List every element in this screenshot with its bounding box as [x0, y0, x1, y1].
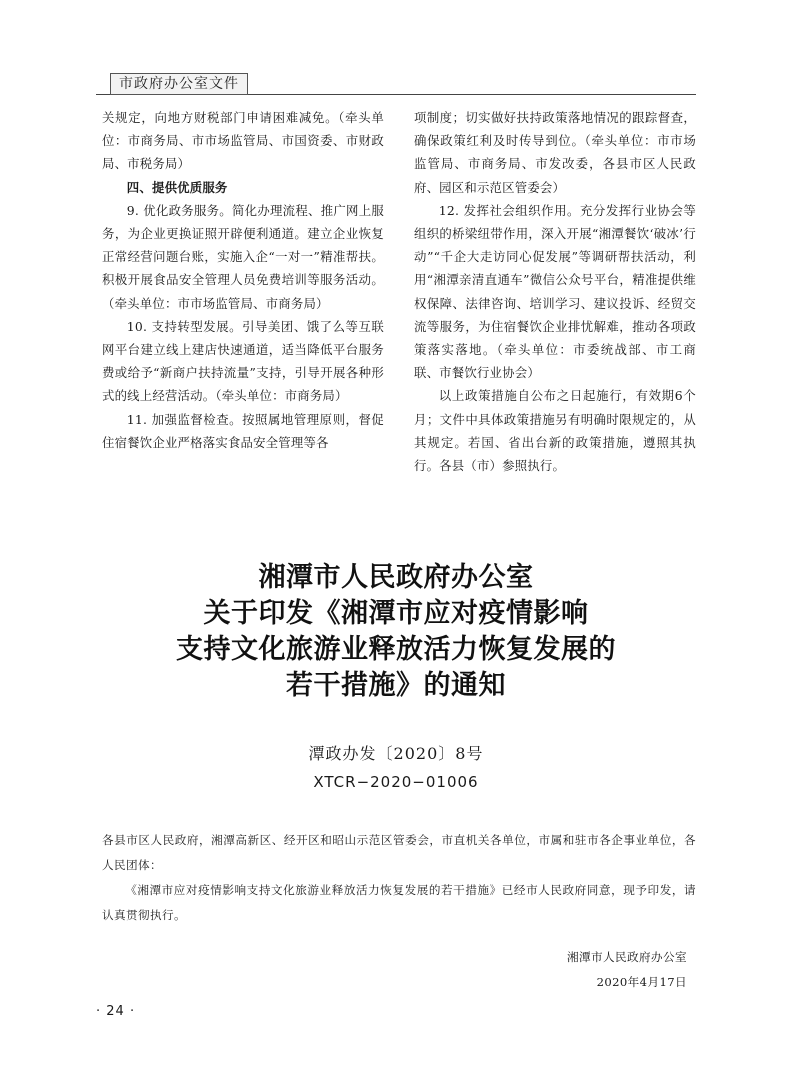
paragraph: 12. 发挥社会组织作用。充分发挥行业协会等组织的桥梁纽带作用，深入开展“湘潭餐饮‘破冰’行动”“千企大走访同心促发展”等调研帮扶活动，利用“湘潭亲清直通车”微信公众号平台，精准提供维权保障、法律咨询、培训学习、建议投诉、经贸交流等服务，为住宿餐饮企业排忧解难，推动各项政策落实落地。（牵头单位：市委统战部、市工商联、市餐饮行业协会） — [414, 202, 696, 381]
notice-body — [102, 828, 696, 928]
paragraph: 以上政策措施自公布之日起施行，有效期6个月；文件中具体政策措施另有明确时限规定的，从其规定。若国、省出台新的政策措施，遵照其执行。各县（市）参照执行。 — [414, 388, 696, 474]
addressees: 各县市区人民政府，湘潭高新区、经开区和昭山示范区管委会，市直机关各单位，市属和驻市各企事业单位，各人民团体： — [102, 833, 696, 872]
signature-block — [567, 945, 687, 995]
page-number: · 24 · — [96, 1004, 136, 1019]
right-column — [414, 106, 696, 477]
title-line: 支持文化旅游业释放活力恢复发展的 — [176, 634, 616, 665]
left-column — [102, 106, 384, 454]
title-line: 若干措施》的通知 — [286, 670, 506, 701]
paragraph: 10. 支持转型发展。引导美团、饿了么等互联网平台建立线上建店快速通道，适当降低平台服务费或给予“新商户扶持流量”支持，引导开展各种形式的线上经营活动。（牵头单位：市商务局） — [102, 318, 384, 404]
paragraph: 9. 优化政务服务。简化办理流程、推广网上服务，为企业更换证照开辟便利通道。建立企业恢复正常经营问题台账，实施入企“一对一”精准帮扶。积极开展食品安全管理人员免费培训等服务活动。（牵头单位：市市场监管局、市商务局） — [102, 202, 384, 311]
issue-date: 2020年4月17日 — [596, 975, 687, 989]
document-code: XTCR−2020−01006 — [313, 773, 479, 791]
issuing-org: 湘潭市人民政府办公室 — [567, 950, 687, 964]
document-number: 潭政办发〔2020〕8号 — [308, 744, 484, 763]
running-header — [96, 70, 696, 95]
paragraph: 11. 加强监督检查。按照属地管理原则，督促住宿餐饮企业严格落实食品安全管理等各 — [102, 411, 384, 450]
paragraph: 关规定，向地方财税部门申请困难减免。（牵头单位：市商务局、市市场监管局、市国资委、市财政局、市税务局） — [102, 110, 384, 172]
section-heading: 四、提供优质服务 — [126, 179, 228, 195]
title-line: 湘潭市人民政府办公室 — [258, 562, 534, 593]
notice-text: 《湘潭市应对疫情影响支持文化旅游业释放活力恢复发展的若干措施》已经市人民政府同意，现予印发，请认真贯彻执行。 — [102, 883, 696, 922]
section-label: 市政府办公室文件 — [110, 73, 248, 95]
paragraph: 项制度；切实做好扶持政策落地情况的跟踪督查，确保政策红利及时传导到位。（牵头单位：市市场监管局、市商务局、市发改委，各县市区人民政府、园区和示范区管委会） — [414, 110, 696, 195]
document-title — [96, 560, 696, 704]
title-line: 关于印发《湘潭市应对疫情影响 — [203, 598, 589, 629]
